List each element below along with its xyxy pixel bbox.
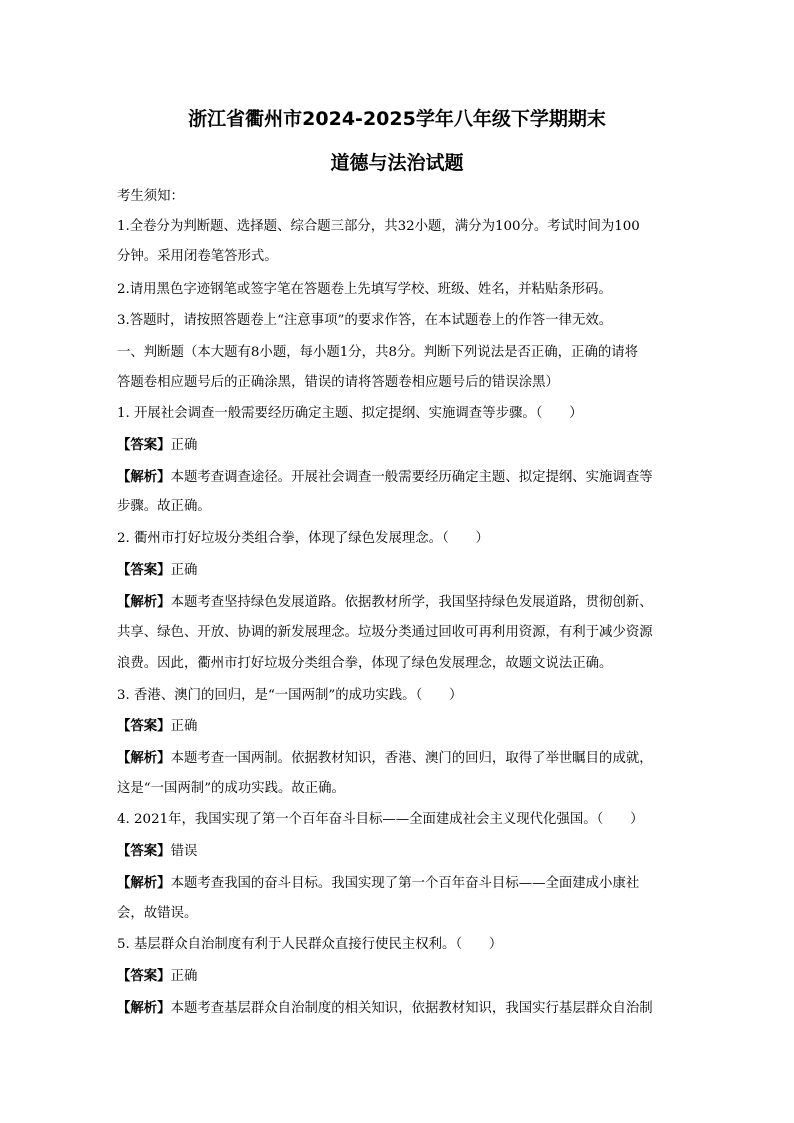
analysis-label: 【解析】	[117, 1000, 171, 1016]
analysis-2	[117, 593, 682, 612]
notice-item-2: 2.请用黑色字迹钢笔或签字笔在答题卷上先填写学校、班级、姓名，并粘贴条形码。	[117, 282, 612, 297]
answer-value: 正确	[170, 438, 198, 453]
analysis-label: 【解析】	[117, 750, 171, 766]
notice-item-1: 1.全卷分为判断题、选择题、综合题三部分，共32小题，满分为100分。考试时间为100	[117, 219, 640, 234]
analysis-text: 本题考查我国的奋斗目标。我国实现了第一个百年奋斗目标——全面建成小康社	[170, 876, 640, 891]
answer-4	[117, 842, 682, 861]
answer-value: 正确	[170, 563, 198, 578]
answer-value: 错误	[170, 844, 198, 859]
analysis-text: 本题考查一国两制。依据教材知识，香港、澳门的回归，取得了举世瞩目的成就，	[170, 751, 653, 766]
notice-item-3: 3.答题时，请按照答题卷上“注意事项”的要求作答，在本试题卷上的作答一律无效。	[117, 313, 613, 328]
analysis-3	[117, 749, 682, 768]
question-1: 1. 开展社会调查一般需要经历确定主题、拟定提纲、实施调查等步骤。（ ）	[117, 406, 583, 421]
analysis-4	[117, 874, 682, 893]
analysis-text: 本题考查坚持绿色发展道路。依据教材所学，我国坚持绿色发展道路，贯彻创新、	[170, 595, 653, 610]
analysis-2-cont: 浪费。因此，衢州市打好垃圾分类组合拳，体现了绿色发展理念，故题文说法正确。	[117, 656, 613, 671]
answer-5	[117, 967, 682, 986]
notice-heading: 考生须知：	[117, 189, 184, 204]
document-title: 浙江省衢州市2024-2025学年八年级下学期期末	[188, 108, 606, 130]
answer-label: 【答案】	[117, 562, 171, 578]
section-1-heading-cont: 答题卷相应题号后的正确涂黑，错误的请将答题卷相应题号后的错误涂黑）	[117, 375, 559, 390]
answer-label: 【答案】	[117, 718, 171, 734]
analysis-4-cont: 会，故错误。	[117, 906, 198, 921]
analysis-label: 【解析】	[117, 875, 171, 891]
question-2: 2. 衢州市打好垃圾分类组合拳，体现了绿色发展理念。（ ）	[117, 531, 489, 546]
analysis-1-cont: 步骤。故正确。	[117, 499, 211, 514]
analysis-1	[117, 468, 682, 487]
section-1-heading: 一、判断题（本大题有8小题，每小题1分，共8分。判断下列说法是否正确，正确的请将	[117, 345, 639, 360]
analysis-label: 【解析】	[117, 469, 171, 485]
answer-label: 【答案】	[117, 437, 171, 453]
analysis-2-cont: 共享、绿色、开放、协调的新发展理念。垃圾分类通过回收可再利用资源，有利于减少资源	[117, 625, 653, 640]
document-subtitle: 道德与法治试题	[330, 152, 464, 174]
answer-3	[117, 717, 682, 736]
answer-2	[117, 561, 682, 580]
question-3: 3. 香港、澳门的回归，是“一国两制”的成功实践。（ ）	[117, 688, 463, 703]
question-4: 4. 2021年，我国实现了第一个百年奋斗目标——全面建成社会主义现代化强国。（ ）	[117, 812, 644, 827]
answer-value: 正确	[170, 969, 198, 984]
notice-item-1-cont: 分钟。采用闭卷笔答形式。	[117, 249, 278, 264]
analysis-label: 【解析】	[117, 594, 171, 610]
analysis-text: 本题考查基层群众自治制度的相关知识，依据教材知识，我国实行基层群众自治制	[170, 1001, 653, 1016]
answer-label: 【答案】	[117, 843, 171, 859]
question-5: 5. 基层群众自治制度有利于人民群众直接行使民主权利。（ ）	[117, 937, 503, 952]
analysis-5	[117, 999, 682, 1018]
analysis-text: 本题考查调查途径。开展社会调查一般需要经历确定主题、拟定提纲、实施调查等	[170, 470, 653, 485]
answer-label: 【答案】	[117, 968, 171, 984]
answer-value: 正确	[170, 719, 198, 734]
analysis-3-cont: 这是“一国两制”的成功实践。故正确。	[117, 781, 345, 796]
answer-1	[117, 436, 682, 455]
